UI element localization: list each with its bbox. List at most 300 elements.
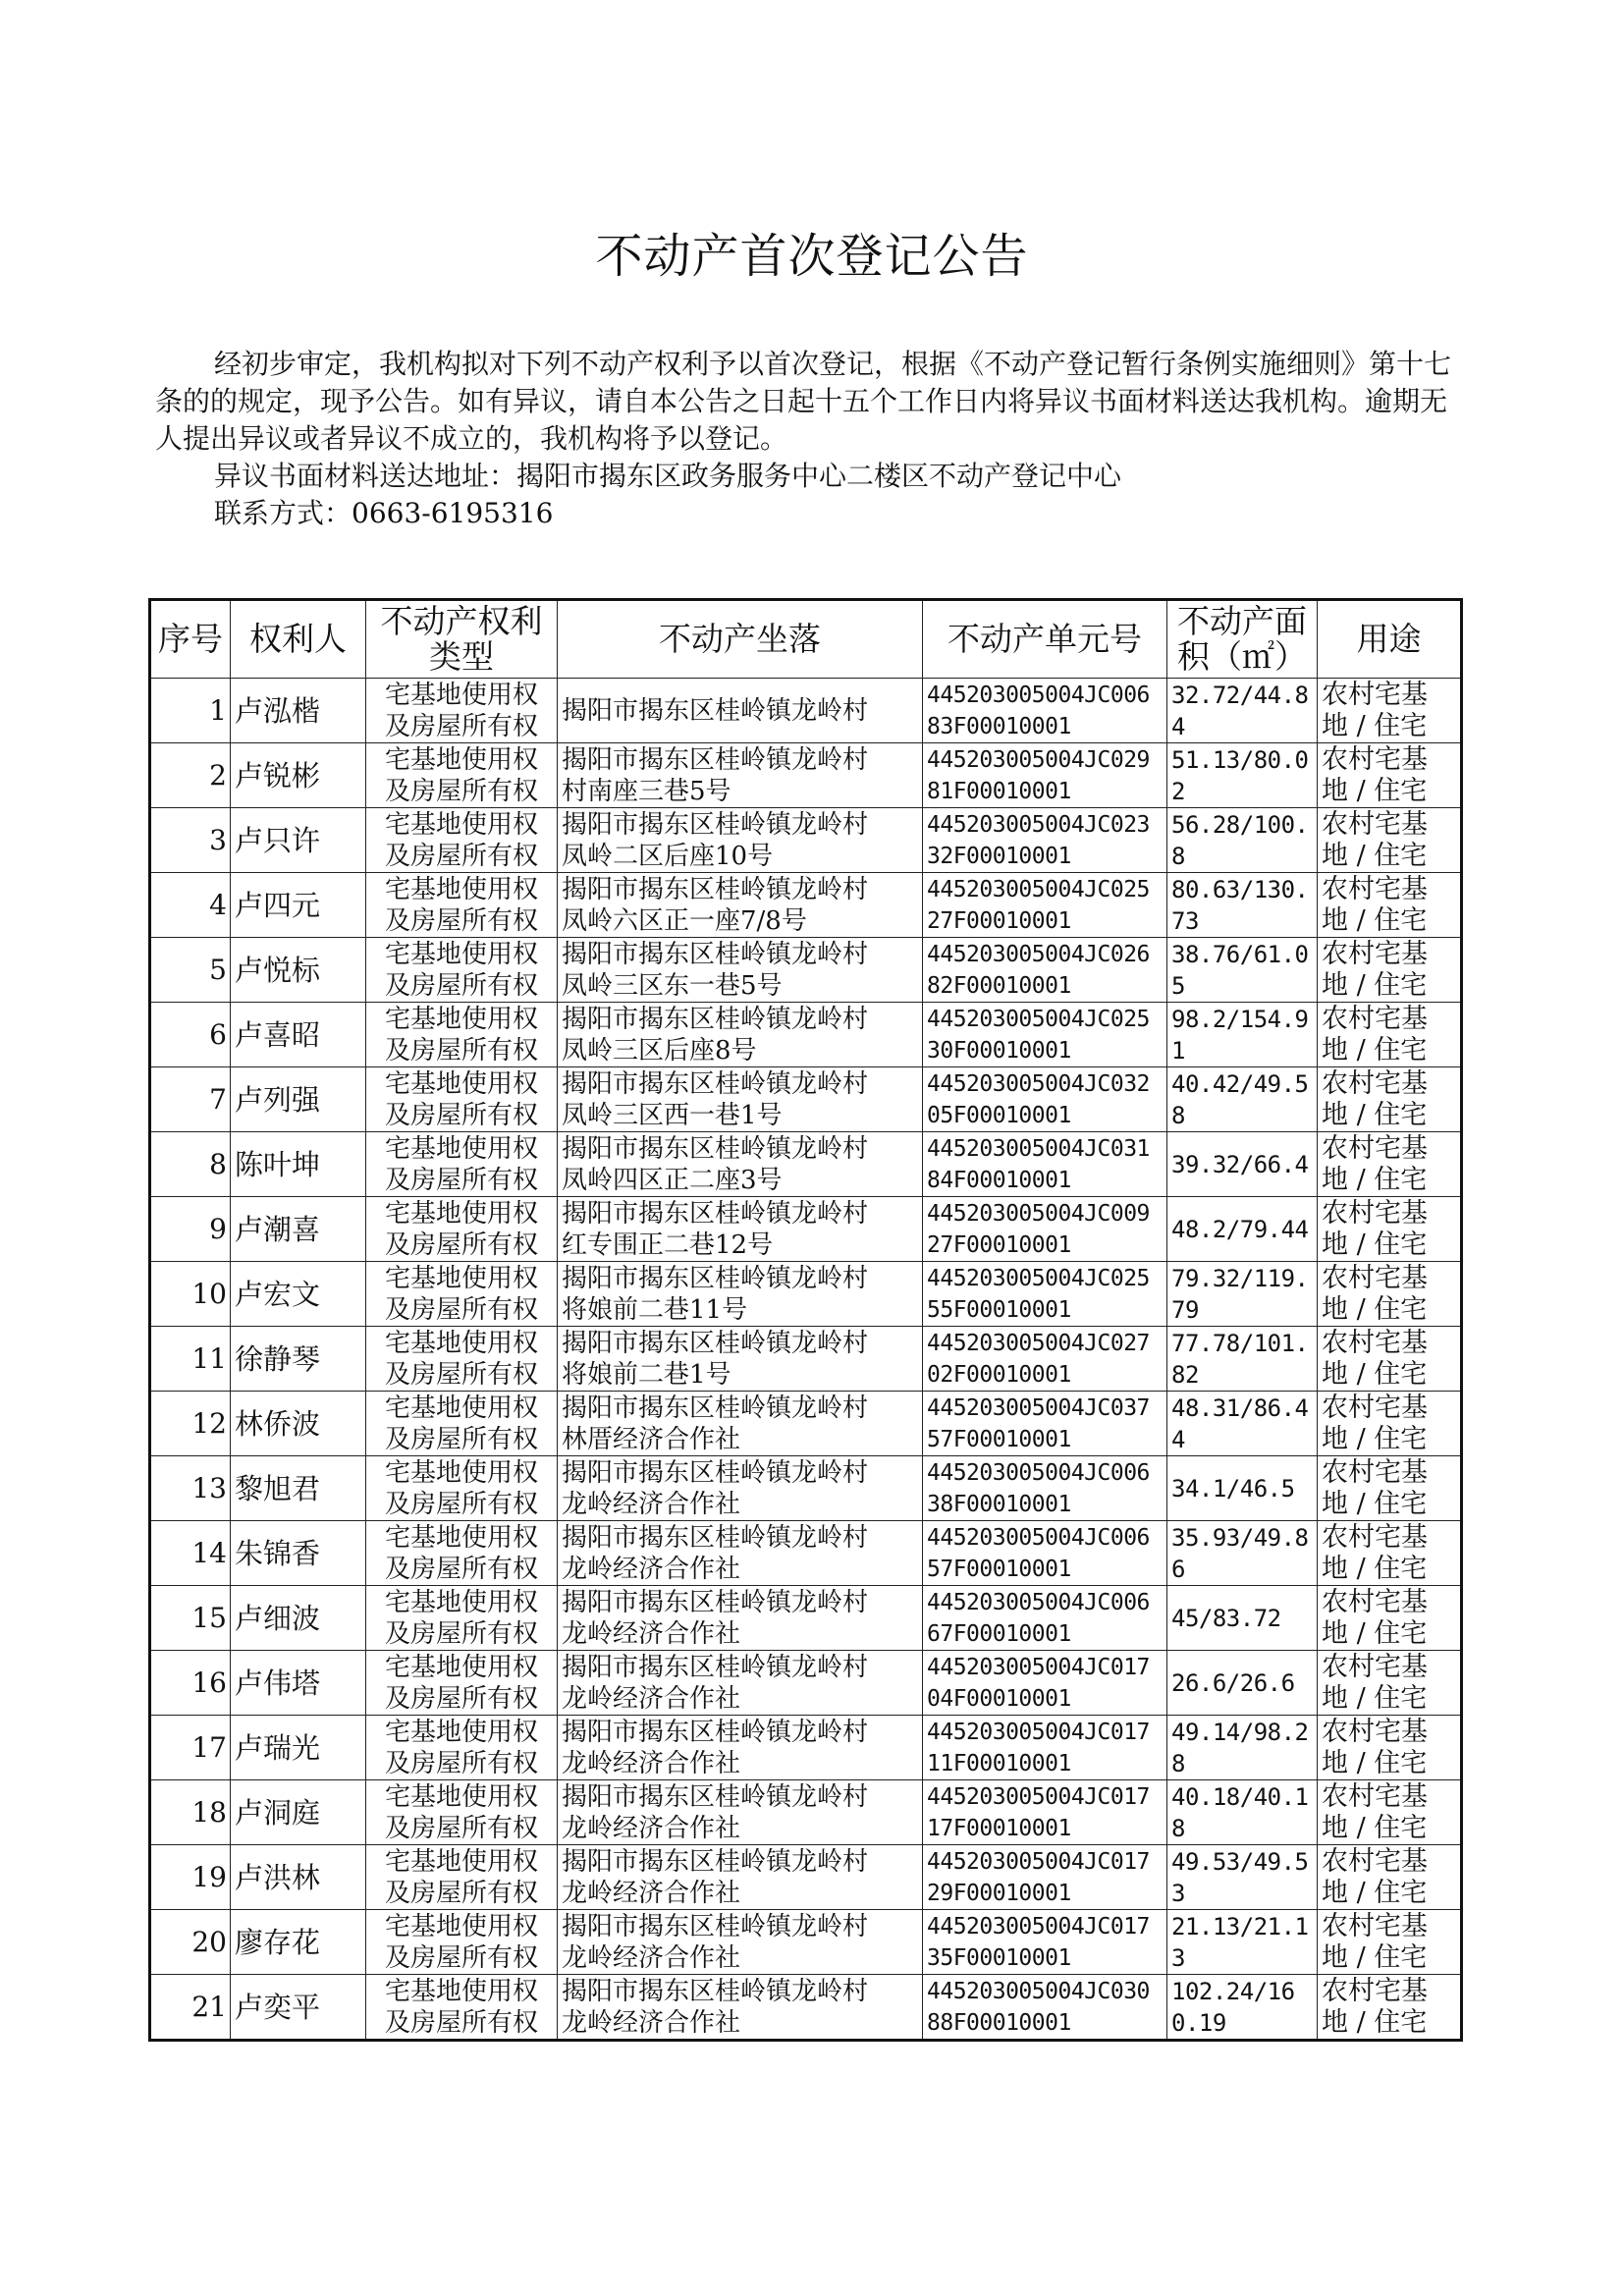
use-line2: 地 / 住宅 xyxy=(1322,1034,1428,1066)
location-line2: 凤岭六区正一座7/8号 xyxy=(562,905,807,936)
row-right-type xyxy=(366,1392,558,1456)
row-index: 19 xyxy=(150,1845,231,1910)
row-index: 7 xyxy=(150,1067,231,1132)
row-unit-number: 445203005004JC02555F00010001 xyxy=(923,1262,1167,1327)
row-area: 79.32/119.79 xyxy=(1167,1262,1318,1327)
location-line2: 红专围正二巷12号 xyxy=(562,1229,774,1260)
row-use xyxy=(1318,1327,1462,1392)
row-index: 10 xyxy=(150,1262,231,1327)
row-location xyxy=(558,1586,923,1651)
row-area: 48.31/86.44 xyxy=(1167,1392,1318,1456)
row-area: 26.6/26.6 xyxy=(1167,1651,1318,1716)
use-line2: 地 / 住宅 xyxy=(1322,904,1428,936)
row-right-type xyxy=(366,1197,558,1262)
row-location xyxy=(558,1327,923,1392)
row-use xyxy=(1318,1910,1462,1975)
right-type-line2: 及房屋所有权 xyxy=(384,1489,538,1519)
right-type-line2: 及房屋所有权 xyxy=(384,1683,538,1714)
row-index: 4 xyxy=(150,873,231,938)
right-type-line1: 宅基地使用权 xyxy=(384,939,538,969)
row-unit-number: 445203005004JC00657F00010001 xyxy=(923,1521,1167,1586)
table-row xyxy=(150,1327,1462,1392)
contact-info: 联系方式：0663-6195316 xyxy=(214,497,554,529)
location-line1: 揭阳市揭东区桂岭镇龙岭村 xyxy=(562,695,869,726)
use-line2: 地 / 住宅 xyxy=(1322,2006,1428,2038)
row-location xyxy=(558,1845,923,1910)
row-area: 49.14/98.28 xyxy=(1167,1716,1318,1780)
table-row xyxy=(150,679,1462,743)
row-location xyxy=(558,743,923,808)
location-line1: 揭阳市揭东区桂岭镇龙岭村 xyxy=(562,1846,869,1877)
row-area: 56.28/100.8 xyxy=(1167,808,1318,873)
right-type-line1: 宅基地使用权 xyxy=(384,809,538,840)
row-right-type xyxy=(366,938,558,1003)
location-line1: 揭阳市揭东区桂岭镇龙岭村 xyxy=(562,1522,869,1553)
use-line1: 农村宅基 xyxy=(1322,743,1428,775)
row-right-type xyxy=(366,1067,558,1132)
row-area: 98.2/154.91 xyxy=(1167,1003,1318,1067)
right-type-line1: 宅基地使用权 xyxy=(384,1781,538,1812)
table-row xyxy=(150,1521,1462,1586)
location-line1: 揭阳市揭东区桂岭镇龙岭村 xyxy=(562,809,869,840)
row-use xyxy=(1318,1975,1462,2041)
right-type-line2: 及房屋所有权 xyxy=(384,1100,538,1130)
row-use xyxy=(1318,1716,1462,1780)
table-row xyxy=(150,1262,1462,1327)
row-unit-number: 445203005004JC01717F00010001 xyxy=(923,1780,1167,1845)
row-area: 40.42/49.58 xyxy=(1167,1067,1318,1132)
row-unit-number: 445203005004JC02332F00010001 xyxy=(923,808,1167,873)
location-line1: 揭阳市揭东区桂岭镇龙岭村 xyxy=(562,939,869,969)
row-right-type xyxy=(366,1521,558,1586)
use-line1: 农村宅基 xyxy=(1322,1197,1428,1229)
row-owner: 卢宏文 xyxy=(231,1262,366,1327)
use-line1: 农村宅基 xyxy=(1322,1262,1428,1293)
right-type-line2: 及房屋所有权 xyxy=(384,905,538,936)
row-unit-number: 445203005004JC01704F00010001 xyxy=(923,1651,1167,1716)
row-area: 38.76/61.05 xyxy=(1167,938,1318,1003)
registration-table xyxy=(148,598,1463,2042)
row-area: 39.32/66.4 xyxy=(1167,1132,1318,1197)
row-area: 32.72/44.84 xyxy=(1167,679,1318,743)
row-location xyxy=(558,1067,923,1132)
row-right-type xyxy=(366,1845,558,1910)
location-line2: 龙岭经济合作社 xyxy=(562,1489,741,1519)
use-line1: 农村宅基 xyxy=(1322,1975,1428,2006)
row-right-type xyxy=(366,808,558,873)
table-row xyxy=(150,1132,1462,1197)
row-use xyxy=(1318,1003,1462,1067)
right-type-line1: 宅基地使用权 xyxy=(384,1522,538,1553)
row-owner: 廖存花 xyxy=(231,1910,366,1975)
location-line1: 揭阳市揭东区桂岭镇龙岭村 xyxy=(562,744,869,775)
use-line2: 地 / 住宅 xyxy=(1322,1358,1428,1390)
use-line2: 地 / 住宅 xyxy=(1322,1293,1428,1325)
location-line1: 揭阳市揭东区桂岭镇龙岭村 xyxy=(562,1328,869,1358)
location-line2: 龙岭经济合作社 xyxy=(562,1554,741,1584)
header-owner: 权利人 xyxy=(231,600,366,679)
location-line1: 揭阳市揭东区桂岭镇龙岭村 xyxy=(562,1457,869,1488)
right-type-line2: 及房屋所有权 xyxy=(384,1424,538,1454)
use-line2: 地 / 住宅 xyxy=(1322,969,1428,1001)
table-row xyxy=(150,1197,1462,1262)
right-type-line2: 及房屋所有权 xyxy=(384,1942,538,1973)
page-title: 不动产首次登记公告 xyxy=(595,229,1029,284)
row-owner: 卢洪林 xyxy=(231,1845,366,1910)
location-line2: 凤岭二区后座10号 xyxy=(562,841,774,871)
row-index: 15 xyxy=(150,1586,231,1651)
row-location xyxy=(558,1392,923,1456)
location-line1: 揭阳市揭东区桂岭镇龙岭村 xyxy=(562,1393,869,1423)
row-unit-number: 445203005004JC03184F00010001 xyxy=(923,1132,1167,1197)
use-line1: 农村宅基 xyxy=(1322,1392,1428,1423)
table-row xyxy=(150,1456,1462,1521)
row-right-type xyxy=(366,873,558,938)
table-row xyxy=(150,1392,1462,1456)
row-location xyxy=(558,1780,923,1845)
right-type-line1: 宅基地使用权 xyxy=(384,1328,538,1358)
row-right-type xyxy=(366,1132,558,1197)
table-row xyxy=(150,1780,1462,1845)
row-use xyxy=(1318,1262,1462,1327)
row-right-type xyxy=(366,1327,558,1392)
right-type-line1: 宅基地使用权 xyxy=(384,1976,538,2006)
row-location xyxy=(558,1262,923,1327)
row-index: 5 xyxy=(150,938,231,1003)
row-right-type xyxy=(366,1003,558,1067)
row-right-type xyxy=(366,679,558,743)
row-owner: 卢奕平 xyxy=(231,1975,366,2041)
row-location xyxy=(558,1975,923,2041)
location-line2: 龙岭经济合作社 xyxy=(562,2007,741,2038)
location-line2: 龙岭经济合作社 xyxy=(562,1683,741,1714)
row-unit-number: 445203005004JC02530F00010001 xyxy=(923,1003,1167,1067)
row-use xyxy=(1318,1845,1462,1910)
row-area: 51.13/80.02 xyxy=(1167,743,1318,808)
location-line2: 龙岭经济合作社 xyxy=(562,1878,741,1908)
location-line2: 凤岭四区正二座3号 xyxy=(562,1165,783,1195)
right-type-line2: 及房屋所有权 xyxy=(384,1813,538,1843)
location-line1: 揭阳市揭东区桂岭镇龙岭村 xyxy=(562,1652,869,1682)
location-line2: 龙岭经济合作社 xyxy=(562,1618,741,1649)
use-line2: 地 / 住宅 xyxy=(1322,1229,1428,1260)
location-line1: 揭阳市揭东区桂岭镇龙岭村 xyxy=(562,1781,869,1812)
use-line1: 农村宅基 xyxy=(1322,1327,1428,1358)
right-type-line1: 宅基地使用权 xyxy=(384,1717,538,1747)
row-unit-number: 445203005004JC03205F00010001 xyxy=(923,1067,1167,1132)
location-line2: 龙岭经济合作社 xyxy=(562,1813,741,1843)
location-line2: 将娘前二巷1号 xyxy=(562,1359,731,1390)
right-type-line1: 宅基地使用权 xyxy=(384,1846,538,1877)
row-unit-number: 445203005004JC00667F00010001 xyxy=(923,1586,1167,1651)
row-index: 21 xyxy=(150,1975,231,2041)
table-body xyxy=(150,679,1462,2041)
use-line2: 地 / 住宅 xyxy=(1322,1941,1428,1973)
use-line2: 地 / 住宅 xyxy=(1322,1877,1428,1908)
use-line2: 地 / 住宅 xyxy=(1322,1099,1428,1130)
use-line2: 地 / 住宅 xyxy=(1322,1488,1428,1519)
right-type-line1: 宅基地使用权 xyxy=(384,1198,538,1229)
row-location xyxy=(558,1197,923,1262)
row-area: 45/83.72 xyxy=(1167,1586,1318,1651)
use-line1: 农村宅基 xyxy=(1322,1910,1428,1941)
location-line2: 将娘前二巷11号 xyxy=(562,1294,748,1325)
row-owner: 卢洞庭 xyxy=(231,1780,366,1845)
location-line1: 揭阳市揭东区桂岭镇龙岭村 xyxy=(562,1587,869,1617)
table-row xyxy=(150,938,1462,1003)
row-owner: 徐静琴 xyxy=(231,1327,366,1392)
header-area: 不动产面积（㎡） xyxy=(1167,600,1318,679)
location-line2: 凤岭三区后座8号 xyxy=(562,1035,757,1066)
row-right-type xyxy=(366,743,558,808)
row-location xyxy=(558,1651,923,1716)
right-type-line2: 及房屋所有权 xyxy=(384,711,538,741)
row-unit-number: 445203005004JC01729F00010001 xyxy=(923,1845,1167,1910)
use-line1: 农村宅基 xyxy=(1322,1716,1428,1747)
right-type-line2: 及房屋所有权 xyxy=(384,1359,538,1390)
objection-address: 异议书面材料送达地址：揭阳市揭东区政务服务中心二楼区不动产登记中心 xyxy=(214,460,1122,492)
row-right-type xyxy=(366,1910,558,1975)
row-index: 20 xyxy=(150,1910,231,1975)
right-type-line2: 及房屋所有权 xyxy=(384,1878,538,1908)
right-type-line1: 宅基地使用权 xyxy=(384,680,538,710)
row-owner: 卢列强 xyxy=(231,1067,366,1132)
row-area: 35.93/49.86 xyxy=(1167,1521,1318,1586)
location-line2: 龙岭经济合作社 xyxy=(562,1942,741,1973)
location-line1: 揭阳市揭东区桂岭镇龙岭村 xyxy=(562,1133,869,1164)
row-location xyxy=(558,1132,923,1197)
row-use xyxy=(1318,1197,1462,1262)
table-row xyxy=(150,743,1462,808)
row-use xyxy=(1318,1067,1462,1132)
table-row xyxy=(150,1651,1462,1716)
row-unit-number: 445203005004JC00927F00010001 xyxy=(923,1197,1167,1262)
use-line2: 地 / 住宅 xyxy=(1322,775,1428,806)
header-location: 不动产坐落 xyxy=(558,600,923,679)
row-area: 102.24/160.19 xyxy=(1167,1975,1318,2041)
location-line2: 林厝经济合作社 xyxy=(562,1424,741,1454)
header-idx: 序号 xyxy=(150,600,231,679)
use-line2: 地 / 住宅 xyxy=(1322,1164,1428,1195)
row-unit-number: 445203005004JC02682F00010001 xyxy=(923,938,1167,1003)
use-line1: 农村宅基 xyxy=(1322,1845,1428,1877)
location-line1: 揭阳市揭东区桂岭镇龙岭村 xyxy=(562,1911,869,1941)
row-owner: 黎旭君 xyxy=(231,1456,366,1521)
row-use xyxy=(1318,873,1462,938)
row-location xyxy=(558,808,923,873)
row-owner: 卢瑞光 xyxy=(231,1716,366,1780)
use-line1: 农村宅基 xyxy=(1322,1456,1428,1488)
row-use xyxy=(1318,679,1462,743)
use-line2: 地 / 住宅 xyxy=(1322,1617,1428,1649)
right-type-line2: 及房屋所有权 xyxy=(384,970,538,1001)
use-line2: 地 / 住宅 xyxy=(1322,710,1428,741)
row-use xyxy=(1318,938,1462,1003)
row-area: 49.53/49.53 xyxy=(1167,1845,1318,1910)
right-type-line1: 宅基地使用权 xyxy=(384,1068,538,1099)
header-type: 不动产权利类型 xyxy=(366,600,558,679)
table-row xyxy=(150,1067,1462,1132)
row-index: 12 xyxy=(150,1392,231,1456)
row-location xyxy=(558,1716,923,1780)
row-unit-number: 445203005004JC00683F00010001 xyxy=(923,679,1167,743)
use-line2: 地 / 住宅 xyxy=(1322,1747,1428,1778)
row-area: 40.18/40.18 xyxy=(1167,1780,1318,1845)
location-line1: 揭阳市揭东区桂岭镇龙岭村 xyxy=(562,1198,869,1229)
right-type-line2: 及房屋所有权 xyxy=(384,1748,538,1778)
location-line2: 凤岭三区东一巷5号 xyxy=(562,970,783,1001)
row-index: 17 xyxy=(150,1716,231,1780)
use-line1: 农村宅基 xyxy=(1322,1067,1428,1099)
right-type-line1: 宅基地使用权 xyxy=(384,874,538,904)
location-line1: 揭阳市揭东区桂岭镇龙岭村 xyxy=(562,1068,869,1099)
row-use xyxy=(1318,1456,1462,1521)
row-right-type xyxy=(366,1780,558,1845)
row-index: 2 xyxy=(150,743,231,808)
row-owner: 卢伟塔 xyxy=(231,1651,366,1716)
row-index: 16 xyxy=(150,1651,231,1716)
right-type-line1: 宅基地使用权 xyxy=(384,1004,538,1034)
use-line1: 农村宅基 xyxy=(1322,1651,1428,1682)
row-owner: 卢锐彬 xyxy=(231,743,366,808)
header-unit: 不动产单元号 xyxy=(923,600,1167,679)
row-owner: 林侨波 xyxy=(231,1392,366,1456)
use-line2: 地 / 住宅 xyxy=(1322,1423,1428,1454)
location-line1: 揭阳市揭东区桂岭镇龙岭村 xyxy=(562,1976,869,2006)
use-line1: 农村宅基 xyxy=(1322,1586,1428,1617)
use-line1: 农村宅基 xyxy=(1322,808,1428,840)
row-location xyxy=(558,1910,923,1975)
right-type-line1: 宅基地使用权 xyxy=(384,1457,538,1488)
row-index: 3 xyxy=(150,808,231,873)
right-type-line2: 及房屋所有权 xyxy=(384,1035,538,1066)
table-row xyxy=(150,873,1462,938)
use-line1: 农村宅基 xyxy=(1322,1003,1428,1034)
row-right-type xyxy=(366,1651,558,1716)
use-line2: 地 / 住宅 xyxy=(1322,1553,1428,1584)
row-location xyxy=(558,1003,923,1067)
use-line2: 地 / 住宅 xyxy=(1322,1682,1428,1714)
header-use: 用途 xyxy=(1318,600,1462,679)
location-line2: 凤岭三区西一巷1号 xyxy=(562,1100,783,1130)
row-location xyxy=(558,679,923,743)
row-index: 11 xyxy=(150,1327,231,1392)
row-use xyxy=(1318,1521,1462,1586)
row-owner: 朱锦香 xyxy=(231,1521,366,1586)
right-type-line1: 宅基地使用权 xyxy=(384,1652,538,1682)
row-right-type xyxy=(366,1456,558,1521)
announcement-intro xyxy=(155,346,1451,532)
row-index: 6 xyxy=(150,1003,231,1067)
row-unit-number: 445203005004JC00638F00010001 xyxy=(923,1456,1167,1521)
row-area: 21.13/21.13 xyxy=(1167,1910,1318,1975)
row-area: 34.1/46.5 xyxy=(1167,1456,1318,1521)
row-index: 1 xyxy=(150,679,231,743)
row-owner: 卢细波 xyxy=(231,1586,366,1651)
table-row xyxy=(150,1975,1462,2041)
right-type-line1: 宅基地使用权 xyxy=(384,1393,538,1423)
row-location xyxy=(558,1521,923,1586)
location-line1: 揭阳市揭东区桂岭镇龙岭村 xyxy=(562,874,869,904)
row-location xyxy=(558,1456,923,1521)
use-line1: 农村宅基 xyxy=(1322,1780,1428,1812)
row-unit-number: 445203005004JC02702F00010001 xyxy=(923,1327,1167,1392)
row-use xyxy=(1318,808,1462,873)
row-owner: 陈叶坤 xyxy=(231,1132,366,1197)
row-use xyxy=(1318,1651,1462,1716)
right-type-line2: 及房屋所有权 xyxy=(384,1554,538,1584)
row-index: 14 xyxy=(150,1521,231,1586)
right-type-line1: 宅基地使用权 xyxy=(384,1263,538,1293)
location-line1: 揭阳市揭东区桂岭镇龙岭村 xyxy=(562,1263,869,1293)
location-line1: 揭阳市揭东区桂岭镇龙岭村 xyxy=(562,1717,869,1747)
row-owner: 卢泓楷 xyxy=(231,679,366,743)
use-line2: 地 / 住宅 xyxy=(1322,840,1428,871)
row-owner: 卢喜昭 xyxy=(231,1003,366,1067)
row-use xyxy=(1318,1780,1462,1845)
table-row xyxy=(150,1003,1462,1067)
right-type-line1: 宅基地使用权 xyxy=(384,1587,538,1617)
row-owner: 卢四元 xyxy=(231,873,366,938)
location-line1: 揭阳市揭东区桂岭镇龙岭村 xyxy=(562,1004,869,1034)
use-line1: 农村宅基 xyxy=(1322,1132,1428,1164)
right-type-line1: 宅基地使用权 xyxy=(384,1911,538,1941)
row-unit-number: 445203005004JC01711F00010001 xyxy=(923,1716,1167,1780)
row-owner: 卢潮喜 xyxy=(231,1197,366,1262)
right-type-line2: 及房屋所有权 xyxy=(384,1229,538,1260)
row-location xyxy=(558,938,923,1003)
row-use xyxy=(1318,1392,1462,1456)
location-line2: 村南座三巷5号 xyxy=(562,776,731,806)
row-owner: 卢悦标 xyxy=(231,938,366,1003)
use-line1: 农村宅基 xyxy=(1322,938,1428,969)
row-area: 77.78/101.82 xyxy=(1167,1327,1318,1392)
row-use xyxy=(1318,743,1462,808)
row-right-type xyxy=(366,1586,558,1651)
use-line2: 地 / 住宅 xyxy=(1322,1812,1428,1843)
row-use xyxy=(1318,1586,1462,1651)
use-line1: 农村宅基 xyxy=(1322,679,1428,710)
row-index: 9 xyxy=(150,1197,231,1262)
table-row xyxy=(150,1586,1462,1651)
row-right-type xyxy=(366,1716,558,1780)
right-type-line2: 及房屋所有权 xyxy=(384,1618,538,1649)
row-unit-number: 445203005004JC03757F00010001 xyxy=(923,1392,1167,1456)
row-unit-number: 445203005004JC01735F00010001 xyxy=(923,1910,1167,1975)
row-index: 18 xyxy=(150,1780,231,1845)
right-type-line1: 宅基地使用权 xyxy=(384,744,538,775)
row-unit-number: 445203005004JC03088F00010001 xyxy=(923,1975,1167,2041)
row-right-type xyxy=(366,1975,558,2041)
table-row xyxy=(150,808,1462,873)
table-row xyxy=(150,1845,1462,1910)
table-row xyxy=(150,1910,1462,1975)
row-owner: 卢只许 xyxy=(231,808,366,873)
row-index: 8 xyxy=(150,1132,231,1197)
right-type-line1: 宅基地使用权 xyxy=(384,1133,538,1164)
row-location xyxy=(558,873,923,938)
use-line1: 农村宅基 xyxy=(1322,1521,1428,1553)
use-line1: 农村宅基 xyxy=(1322,873,1428,904)
row-index: 13 xyxy=(150,1456,231,1521)
location-line2: 龙岭经济合作社 xyxy=(562,1748,741,1778)
row-area: 48.2/79.44 xyxy=(1167,1197,1318,1262)
right-type-line2: 及房屋所有权 xyxy=(384,1294,538,1325)
right-type-line2: 及房屋所有权 xyxy=(384,841,538,871)
row-area: 80.63/130.73 xyxy=(1167,873,1318,938)
right-type-line2: 及房屋所有权 xyxy=(384,1165,538,1195)
right-type-line2: 及房屋所有权 xyxy=(384,776,538,806)
